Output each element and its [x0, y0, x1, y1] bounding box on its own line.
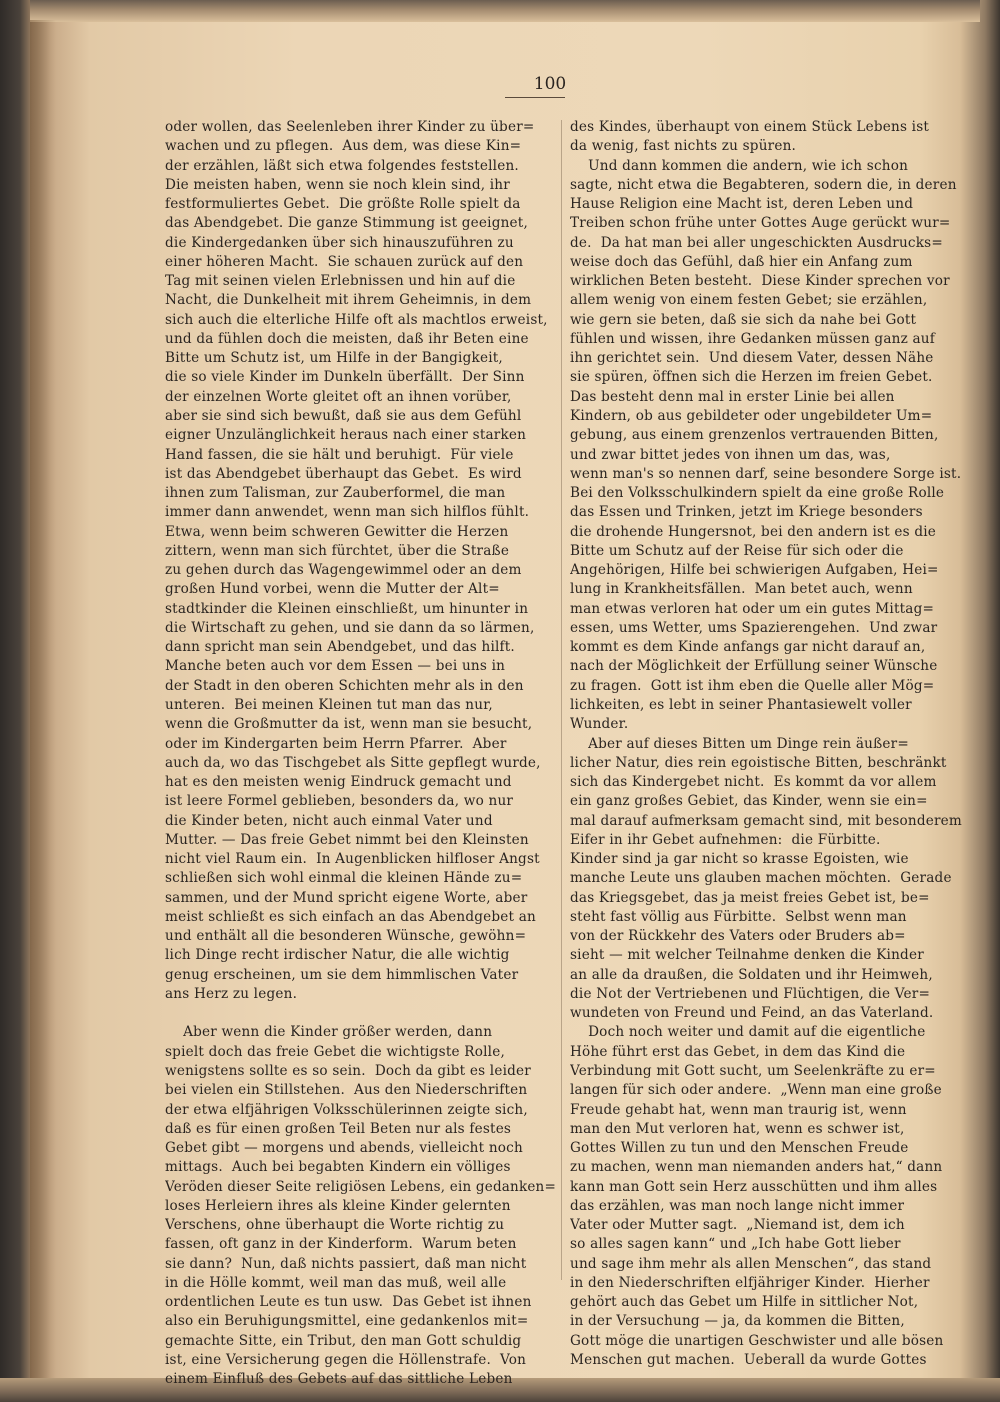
text-line: sammen, und der Mund spricht eigene Worte, aber — [165, 889, 528, 906]
text-line: bei vielen ein Stillstehen. Aus den Niederschriften — [165, 1082, 528, 1099]
text-line: zu gehen durch das Wagengewimmel oder an dem — [165, 562, 522, 579]
text-line: manche Leute uns glauben machen möchten. Gerade — [570, 870, 952, 887]
text-line: daß es für einen großen Teil Beten nur als festes — [165, 1120, 512, 1137]
text-line: und da fühlen doch die meisten, daß ihr Beten eine — [165, 330, 529, 347]
text-line: stadtkinder die Kleinen einschließt, um hinunter in — [165, 600, 529, 617]
text-line: die Not der Vertriebenen und Flüchtigen, die Ver= — [570, 985, 931, 1002]
text-line: wundeten von Freund und Feind, an das Vaterland. — [570, 1005, 934, 1022]
text-line: langen für sich oder andere. „Wenn man eine große — [570, 1082, 942, 1099]
text-line: man etwas verloren hat oder um ein gutes Mittag= — [570, 600, 935, 617]
text-line: kommt es dem Kinde anfangs gar nicht darauf an, — [570, 639, 926, 656]
text-line: zittern, wenn man sich fürchtet, über die Straße — [165, 542, 510, 559]
text-line: einem Einfluß des Gebets auf das sittliche Leben — [165, 1371, 513, 1388]
page-number: 100 — [533, 74, 567, 94]
text-line: Treiben schon frühe unter Gottes Auge gerückt wur= — [570, 215, 951, 232]
text-line: aber sie sind sich bewußt, daß sie aus dem Gefühl — [165, 407, 522, 424]
spine-shadow — [30, 20, 56, 1380]
text-line: großen Hund vorbei, wenn die Mutter der Alt= — [165, 581, 500, 598]
text-line: Gebet gibt — morgens und abends, vielleicht noch — [165, 1140, 523, 1157]
text-line: einer höheren Macht. Sie schauen zurück auf den — [165, 253, 524, 270]
text-line: sieht — mit welcher Teilnahme denken die Kinder — [570, 947, 924, 964]
text-line: dann spricht man sein Abendgebet, und das hilft. — [165, 639, 515, 656]
text-line: Manche beten auch vor dem Essen — bei uns in — [165, 658, 506, 675]
text-line: und zwar bittet jedes von ihnen um das, was, — [570, 446, 891, 463]
text-line: fassen, oft ganz in der Kinderform. Warum beten — [165, 1236, 517, 1253]
text-line: ist leere Formel geblieben, besonders da, wo nur — [165, 793, 514, 810]
text-line: Aber auf dieses Bitten um Dinge rein äußer= — [570, 735, 909, 752]
text-line: in die Hölle kommt, weil man das muß, weil alle — [165, 1274, 507, 1291]
text-line: Verschens, ohne überhaupt die Worte richtig zu — [165, 1217, 505, 1234]
text-line: wachen und zu pflegen. Aus dem, was diese Kin= — [165, 138, 522, 155]
text-line: auch da, wo das Tischgebet als Sitte gepflegt wurde, — [165, 754, 541, 771]
text-line: Angehörigen, Hilfe bei schwierigen Aufgaben, Hei= — [570, 562, 939, 579]
text-line: Doch noch weiter und damit auf die eigentliche — [570, 1024, 926, 1041]
page-top-edge — [30, 0, 980, 22]
text-line: sagte, nicht etwa die Begabteren, sodern die, in deren — [570, 176, 957, 193]
text-line: Höhe führt erst das Gebet, in dem das Kind die — [570, 1043, 906, 1060]
text-line: mittags. Auch bei begabten Kindern ein völliges — [165, 1159, 511, 1176]
text-line: gemachte Sitte, ein Tribut, den man Gott schuldig — [165, 1332, 522, 1349]
text-line: das Abendgebet. Die ganze Stimmung ist geeignet, — [165, 215, 528, 232]
text-line: das erzählen, was man noch lange nicht immer — [570, 1197, 905, 1214]
text-line: de. Da hat man bei aller ungeschickten Ausdrucks= — [570, 234, 943, 251]
text-line: Hause Religion eine Macht ist, deren Leben und — [570, 196, 914, 213]
text-line: kann man Gott sein Herz ausschütten und ihm alles — [570, 1178, 938, 1195]
text-line: ihn gerichtet sein. Und diesem Vater, dessen Nähe — [570, 350, 934, 367]
text-line: spielt doch das freie Gebet die wichtigste Rolle, — [165, 1043, 505, 1060]
text-line: Kinder sind ja gar nicht so krasse Egoisten, wie — [570, 851, 909, 868]
text-line: also ein Beruhigungsmittel, eine gedankenlos mit= — [165, 1313, 529, 1330]
text-line: Etwa, wenn beim schweren Gewitter die Herzen — [165, 523, 509, 540]
text-line: da wenig, fast nichts zu spüren. — [570, 138, 797, 155]
text-line: der etwa elfjährigen Volksschülerinnen zeigte sich, — [165, 1101, 528, 1118]
page-number-rule — [505, 97, 565, 98]
text-line: Kindern, ob aus gebildeter oder ungebildeter Um= — [570, 407, 933, 424]
text-line: die Kindergedanken über sich hinauszuführen zu — [165, 234, 514, 251]
text-line: unteren. Bei meinen Kleinen tut man das nur, — [165, 696, 493, 713]
text-line: Das besteht denn mal in erster Linie bei allen — [570, 388, 895, 405]
text-line: von der Rückkehr des Vaters oder Bruders ab= — [570, 928, 906, 945]
text-line: des Kindes, überhaupt von einem Stück Lebens ist — [570, 119, 930, 135]
text-line: Und dann kommen die andern, wie ich schon — [570, 157, 909, 174]
text-line: nicht viel Raum ein. In Augenblicken hilfloser Angst — [165, 851, 540, 868]
text-line: die so viele Kinder im Dunkeln überfällt. Der Sinn — [165, 369, 525, 386]
text-line: an alle da draußen, die Soldaten und ihr Heimweh, — [570, 966, 933, 983]
text-line: lung in Krankheitsfällen. Man betet auch, wenn — [570, 581, 913, 598]
text-line: ist das Abendgebet überhaupt das Gebet. Es wird — [165, 465, 522, 482]
text-line: oder wollen, das Seelenleben ihrer Kinder zu über= — [165, 119, 535, 135]
text-line: Freude gehabt hat, wenn man traurig ist, wenn — [570, 1101, 907, 1118]
text-line: Gottes Willen zu tun und den Menschen Freude — [570, 1140, 909, 1157]
text-line: Mutter. — Das freie Gebet nimmt bei den Kleinsten — [165, 831, 529, 848]
text-line: eigner Unzulänglichkeit heraus nach einer starken — [165, 427, 527, 444]
column-divider — [561, 120, 562, 1280]
text-line: das Essen und Trinken, jetzt im Kriege besonders — [570, 504, 923, 521]
text-line: sich auch die elterliche Hilfe oft als machtlos erweist, — [165, 311, 548, 328]
text-line: oder im Kindergarten beim Herrn Pfarrer. Aber — [165, 735, 507, 752]
text-line: meist schließt es sich einfach an das Abendgebet an — [165, 908, 536, 925]
text-line: Hand fassen, die sie hält und beruhigt. Für viele — [165, 446, 514, 463]
text-line: Eifer in ihr Gebet aufnehmen: die Fürbitte. — [570, 831, 881, 848]
text-line: und sage ihm mehr als allen Menschen“, das stand — [570, 1255, 932, 1272]
text-line: Die meisten haben, wenn sie noch klein sind, ihr — [165, 176, 510, 193]
text-line: Bitte um Schutz ist, um Hilfe in der Bangigkeit, — [165, 350, 503, 367]
text-line: loses Herleiern ihres als kleine Kinder gelernten — [165, 1197, 511, 1214]
text-line: die Wirtschaft zu gehen, und sie dann da so lärmen, — [165, 619, 535, 636]
text-line: weise doch das Gefühl, daß hier ein Anfang zum — [570, 253, 913, 270]
text-line: gehört auch das Gebet um Hilfe in sittlicher Not, — [570, 1294, 919, 1311]
text-line: wenn die Großmutter da ist, wenn man sie besucht, — [165, 716, 533, 733]
text-line: der Stadt in den oberen Schichten mehr als in den — [165, 677, 524, 694]
text-line: die Kinder beten, nicht auch einmal Vater und — [165, 812, 493, 829]
text-line: der einzelnen Worte gleitet oft an ihnen vorüber, — [165, 388, 512, 405]
text-line: Menschen gut machen. Ueberall da wurde Gottes — [570, 1352, 927, 1368]
text-line — [165, 1004, 556, 1023]
text-line: ordentlichen Leute es tun usw. Das Gebet ist ihnen — [165, 1294, 532, 1311]
text-line: genug erscheinen, um sie dem himmlischen Vater — [165, 966, 519, 983]
text-line: sich das Kindergebet nicht. Es kommt da vor allem — [570, 774, 937, 791]
text-line: sie spüren, öffnen sich die Herzen im freien Gebet. — [570, 369, 933, 386]
text-line: zu fragen. Gott ist ihm eben die Quelle aller Mög= — [570, 677, 935, 694]
text-line: lich Dinge recht irdischer Natur, die alle wichtig — [165, 947, 510, 964]
text-line: Wunder. — [570, 716, 629, 733]
text-line: Veröden dieser Seite religiösen Lebens, ein gedanken= — [165, 1178, 556, 1195]
text-line: Vater oder Mutter sagt. „Niemand ist, dem ich — [570, 1217, 905, 1234]
right-text-column — [570, 118, 962, 1370]
text-line: ans Herz zu legen. — [165, 985, 298, 1002]
text-line: zu machen, wenn man niemanden anders hat,“ dann — [570, 1159, 943, 1176]
text-line: Gott möge die unartigen Geschwister und alle bösen — [570, 1332, 944, 1349]
text-line: steht fast völlig aus Fürbitte. Selbst wenn man — [570, 908, 907, 925]
text-line: gebung, aus einem grenzenlos vertrauenden Bitten, — [570, 427, 939, 444]
text-line: ist, eine Versicherung gegen die Höllenstrafe. Von — [165, 1352, 527, 1368]
text-line: Nacht, die Dunkelheit mit ihrem Geheimnis, in dem — [165, 292, 532, 309]
text-line: allem wenig von einem festen Gebet; sie erzählen, — [570, 292, 928, 309]
text-line: und enthält all die besonderen Wünsche, gewöhn= — [165, 928, 527, 945]
text-line: der erzählen, läßt sich etwa folgendes feststellen. — [165, 157, 519, 174]
text-line: wenn man's so nennen darf, seine besondere Sorge ist. — [570, 465, 962, 482]
text-line: wenigstens sollte es so sein. Doch da gibt es leider — [165, 1063, 531, 1080]
text-line: immer dann anwendet, wenn man sich hilflos fühlt. — [165, 504, 530, 521]
text-line: schließen sich wohl einmal die kleinen Hände zu= — [165, 870, 523, 887]
text-line: Bitte um Schutz auf der Reise für sich oder die — [570, 542, 904, 559]
text-line: licher Natur, dies rein egoistische Bitten, beschränkt — [570, 754, 947, 771]
text-line: wirklichen Beten besteht. Diese Kinder sprechen vor — [570, 273, 950, 290]
text-line: nach der Möglichkeit der Erfüllung seiner Wünsche — [570, 658, 938, 675]
text-line: Aber wenn die Kinder größer werden, dann — [165, 1024, 493, 1041]
text-line: das Kriegsgebet, das ja meist freies Gebet ist, be= — [570, 889, 930, 906]
text-line: sie dann? Nun, daß nichts passiert, daß man nicht — [165, 1255, 527, 1272]
text-line: man den Mut verloren hat, wenn es schwer ist, — [570, 1120, 905, 1137]
text-line: festformuliertes Gebet. Die größte Rolle spielt da — [165, 196, 521, 213]
text-line: ihnen zum Talisman, zur Zauberformel, die man — [165, 485, 506, 502]
text-line: ein ganz großes Gebiet, das Kinder, wenn sie ein= — [570, 793, 928, 810]
text-line: Verbindung mit Gott sucht, um Seelenkräfte zu er= — [570, 1063, 936, 1080]
text-line: essen, ums Wetter, ums Spazierengehen. Und zwar — [570, 619, 938, 636]
text-line: mal darauf aufmerksam gemacht sind, mit besonderem — [570, 812, 962, 829]
left-text-column — [165, 118, 556, 1390]
text-line: lichkeiten, es lebt in seiner Phantasiewelt voller — [570, 696, 912, 713]
text-line: Tag mit seinen vielen Erlebnissen und hin auf die — [165, 273, 516, 290]
text-line: wie gern sie beten, daß sie sich da nahe bei Gott — [570, 311, 917, 328]
text-line: so alles sagen kann“ und „Ich habe Gott lieber — [570, 1236, 901, 1253]
text-line: in der Versuchung — ja, da kommen die Bitten, — [570, 1313, 905, 1330]
text-line: fühlen und wissen, ihre Gedanken müssen ganz auf — [570, 330, 935, 347]
text-line: die drohende Hungersnot, bei den andern ist es die — [570, 523, 937, 540]
text-line: Bei den Volksschulkindern spielt da eine große Rolle — [570, 485, 945, 502]
text-line: hat es den meisten wenig Eindruck gemacht und — [165, 774, 512, 791]
text-line: in den Niederschriften elfjähriger Kinder. Hierher — [570, 1274, 930, 1291]
